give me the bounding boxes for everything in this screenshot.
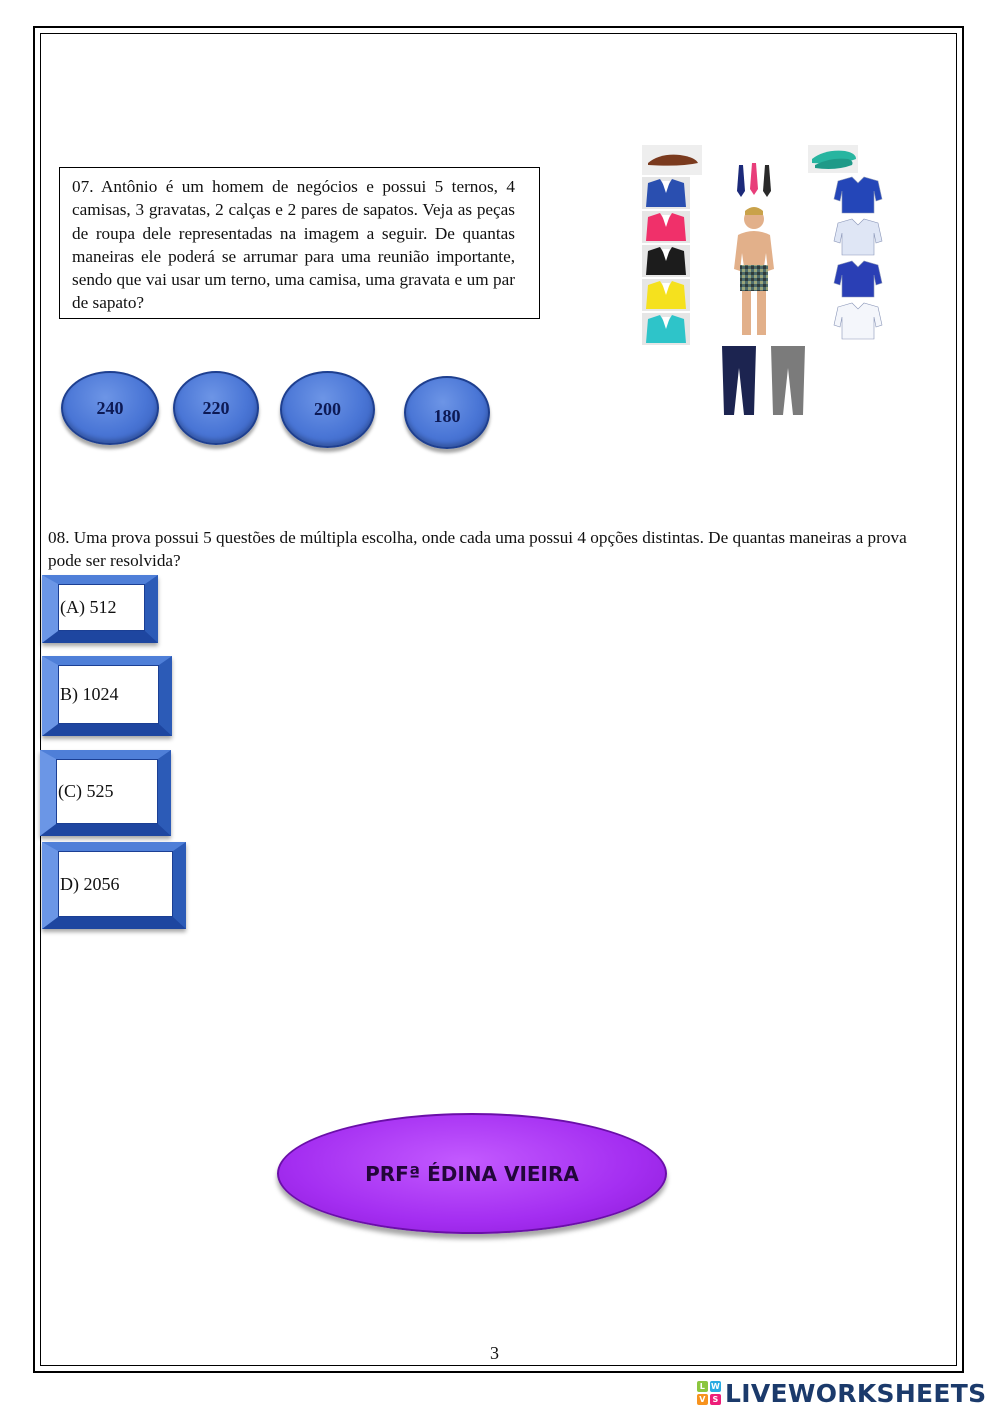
ties-icon bbox=[737, 163, 771, 197]
logo-cell: V bbox=[697, 1394, 708, 1405]
q7-option-240[interactable] bbox=[61, 371, 159, 445]
q7-option-label: 200 bbox=[314, 399, 341, 419]
q8-option-a[interactable] bbox=[42, 575, 158, 643]
logo-cell: S bbox=[710, 1394, 721, 1405]
q7-option-label: 180 bbox=[433, 406, 461, 426]
q8-option-d[interactable] bbox=[42, 842, 186, 929]
clothing-illustration bbox=[640, 143, 900, 418]
q8-option-b[interactable] bbox=[42, 656, 172, 736]
question-7-text: 07. Antônio é um homem de negócios e possui 5 ternos, 4 camisas, 3 gravatas, 2 calças e 2 pares de sapatos. Veja as peças de roupa dele representadas na imagem a seguir. De quantas maneiras ele poderá se arrumar para uma reunião importante, sendo que vai usar um terno, uma camisa, uma gravata e um par de sapato? bbox=[72, 177, 515, 313]
q7-option-label: 240 bbox=[96, 397, 124, 418]
q8-option-label: (C) 525 bbox=[58, 781, 114, 801]
q7-option-label: 220 bbox=[202, 397, 230, 418]
question-7-box bbox=[59, 167, 540, 319]
shoe-brown-icon bbox=[642, 145, 702, 175]
question-8-text: 08. Uma prova possui 5 questões de múltipla escolha, onde cada uma possui 4 opções distintas. De quantas maneiras a prova pode ser resolvida? bbox=[48, 528, 907, 570]
shirts-icon bbox=[834, 177, 882, 339]
liveworksheets-logo-icon bbox=[697, 1381, 721, 1405]
man-figure-icon bbox=[734, 207, 774, 335]
q8-option-label: B) 1024 bbox=[60, 684, 119, 704]
q7-option-220[interactable] bbox=[173, 371, 259, 445]
author-name: PRFª ÉDINA VIEIRA bbox=[365, 1161, 579, 1186]
q8-option-label: (A) 512 bbox=[60, 597, 117, 617]
brand-name: LIVEWORKSHEETS bbox=[725, 1378, 987, 1408]
q8-option-label: D) 2056 bbox=[60, 873, 120, 894]
liveworksheets-brand bbox=[697, 1377, 986, 1409]
q7-option-180[interactable] bbox=[404, 376, 490, 449]
q7-option-200[interactable] bbox=[280, 371, 375, 448]
suits-icon bbox=[642, 177, 690, 345]
q8-option-c[interactable] bbox=[40, 750, 171, 836]
logo-cell: W bbox=[710, 1382, 721, 1391]
author-badge bbox=[277, 1113, 667, 1234]
shoe-green-icon bbox=[808, 145, 858, 173]
page-number: 3 bbox=[490, 1343, 499, 1363]
pants-icon bbox=[722, 346, 805, 415]
logo-cell: L bbox=[697, 1381, 708, 1392]
